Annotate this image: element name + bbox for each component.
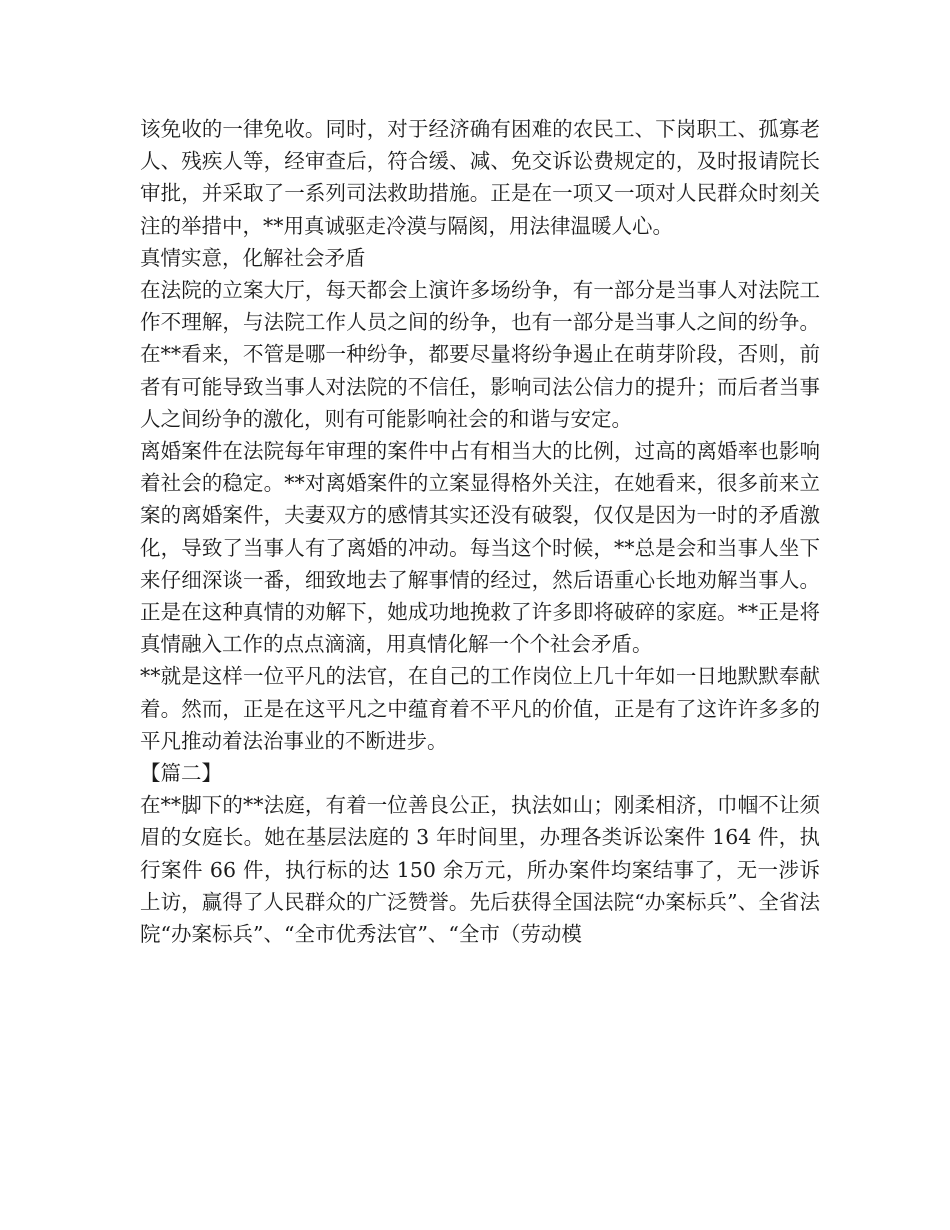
paragraph-ordinary-judge: **就是这样一位平凡的法官，在自己的工作岗位上几十年如一日地默默奉献着。然而，正是在这平凡之中蕴育着不平凡的价值，正是有了这许许多多的平凡推动着法治事业的不断进步。: [140, 664, 820, 753]
paragraph-tribunal-chief: 在**脚下的**法庭，有着一位善良公正，执法如山；刚柔相济，巾帼不让须眉的女庭长。她在基层法庭的 3 年时间里，办理各类诉讼案件 164 件，执行案件 66 件，执行标的达 150 余万元，所办案件均案结事了，无一涉诉上访，赢得了人民群众的广泛赞誉。先后获得全国法院“办案标兵”、全省法院“办案标兵”、“全市优秀法官”、“全市（劳动模: [140, 793, 820, 947]
paragraph-fee-waiver: 该免收的一律免收。同时，对于经济确有困难的农民工、下岗职工、孤寡老人、残疾人等，经审查后，符合缓、减、免交诉讼费规定的，及时报请院长审批，并采取了一系列司法救助措施。正是在一项又一项对人民群众时刻关注的举措中，**用真诚驱走冷漠与隔阂，用法律温暖人心。: [140, 117, 820, 238]
part-two-heading: 【篇二】: [140, 761, 222, 786]
paragraph-filing-hall: 在法院的立案大厅，每天都会上演许多场纷争，有一部分是当事人对法院工作不理解，与法院工作人员之间的纷争，也有一部分是当事人之间的纷争。在**看来，不管是哪一种纷争，都要尽量将纷争遏止在萌芽阶段，否则，前者有可能导致当事人对法院的不信任，影响司法公信力的提升；而后者当事人之间纷争的激化，则有可能影响社会的和谐与安定。: [140, 278, 820, 431]
document-body: [140, 113, 820, 950]
section-heading: 真情实意，化解社会矛盾: [140, 245, 366, 270]
paragraph-divorce-cases: 离婚案件在法院每年审理的案件中占有相当大的比例，过高的离婚率也影响着社会的稳定。**对离婚案件的立案显得格外关注，在她看来，很多前来立案的离婚案件，夫妻双方的感情其实还没有破裂，仅仅是因为一时的矛盾激化，导致了当事人有了离婚的冲动。每当这个时候，**总是会和当事人坐下来仔细深谈一番，细致地去了解事情的经过，然后语重心长地劝解当事人。正是在这种真情的劝解下，她成功地挽救了许多即将破碎的家庭。**正是将真情融入工作的点点滴滴，用真情化解一个个社会矛盾。: [140, 439, 820, 657]
